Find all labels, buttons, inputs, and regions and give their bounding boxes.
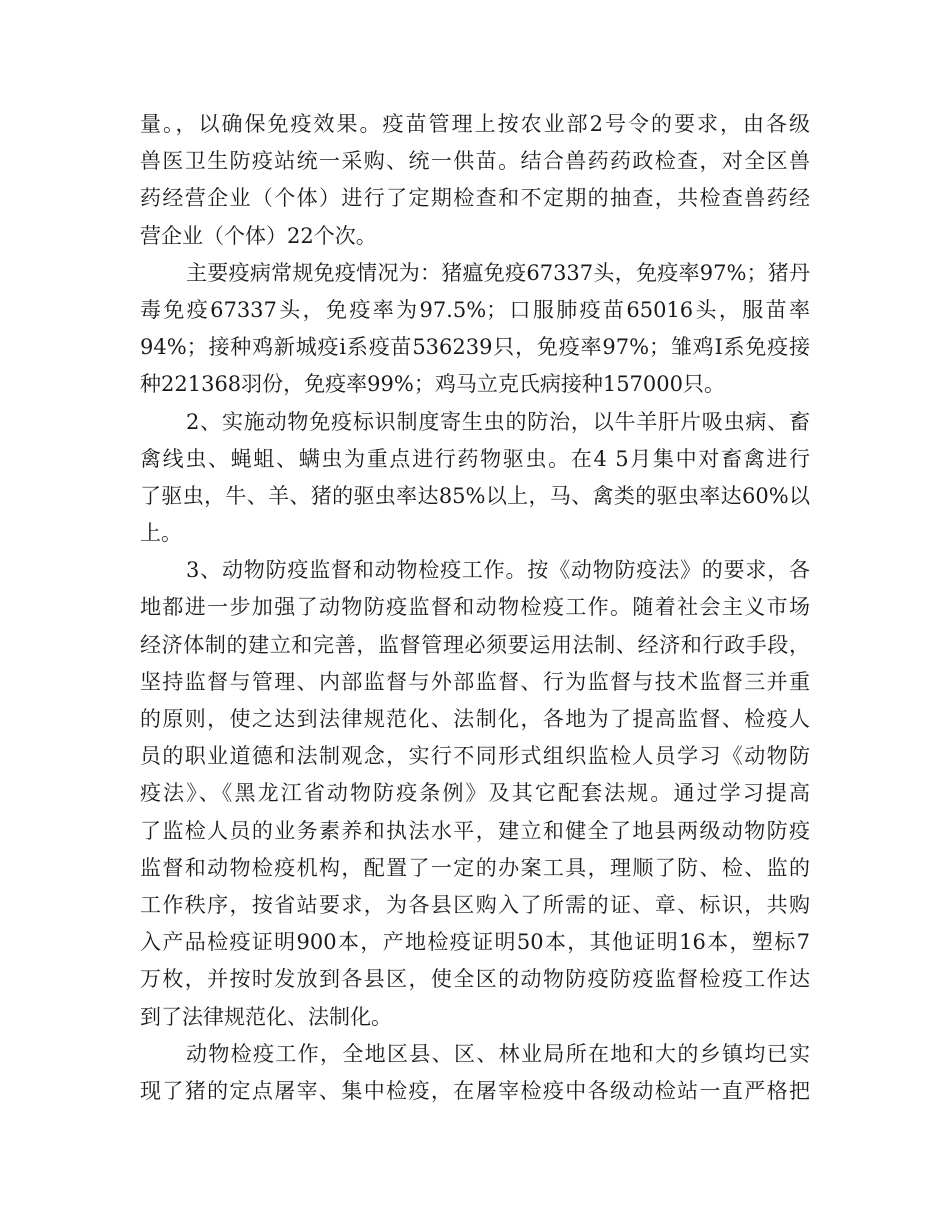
text-line: 的原则，使之达到法律规范化、法制化，各地为了提高监督、检疫人 xyxy=(140,707,810,731)
paragraph-first-line: 3、动物防疫监督和动物检疫工作。按《动物防疫法》的要求，各 xyxy=(186,558,810,583)
paragraph-first-line: 2、实施动物免疫标识制度寄生虫的防治，以牛羊肝片吸虫病、畜 xyxy=(186,409,810,434)
paragraph-first-line: 动物检疫工作，全地区县、区、林业局所在地和大的乡镇均已实 xyxy=(186,1041,810,1066)
text-line: 地都进一步加强了动物防疫监督和动物检疫工作。随着社会主义市场 xyxy=(140,595,810,620)
text-line: 到了法律规范化、法制化。 xyxy=(140,1004,392,1029)
document-body xyxy=(140,106,810,1110)
text-line: 上。 xyxy=(140,521,182,546)
text-line: 药经营企业（个体）进行了定期检查和不定期的抽查，共检查兽药经 xyxy=(140,186,810,211)
text-line: 兽医卫生防疫站统一采购、统一供苗。结合兽药药政检查，对全区兽 xyxy=(140,149,810,174)
text-line: 营企业（个体）22个次。 xyxy=(140,223,377,248)
text-line: 疫法》、《黑龙江省动物防疫条例》及其它配套法规。通过学习提高 xyxy=(140,781,810,806)
text-line: 监督和动物检疫机构，配置了一定的办案工具，理顺了防、检、监的 xyxy=(140,855,810,880)
text-line: 禽线虫、蝇蛆、螨虫为重点进行药物驱虫。在4 5月集中对畜禽进行 xyxy=(140,446,810,471)
text-line: 坚持监督与管理、内部监督与外部监督、行为监督与技术监督三并重 xyxy=(140,669,810,694)
text-line: 工作秩序，按省站要求，为各县区购入了所需的证、章、标识，共购 xyxy=(140,892,810,917)
text-line: 万枚，并按时发放到各县区，使全区的动物防疫防疫监督检疫工作达 xyxy=(140,967,810,992)
text-line: 94%；接种鸡新城疫ⅰ系疫苗536239只，免疫率97%；雏鸡Ⅰ系免疫接 xyxy=(140,335,810,360)
text-line: 现了猪的定点屠宰、集中检疫，在屠宰检疫中各级动检站一直严格把 xyxy=(140,1078,810,1103)
text-line: 了驱虫，牛、羊、猪的驱虫率达85%以上，马、禽类的驱虫率达60%以 xyxy=(140,483,810,508)
text-line: 毒免疫67337头，免疫率为97.5%；口服肺疫苗65016头，服苗率 xyxy=(140,297,810,322)
text-line: 经济体制的建立和完善，监督管理必须要运用法制、经济和行政手段， xyxy=(140,632,810,657)
text-line: 种221368羽份，免疫率99%；鸡马立克氏病接种157000只。 xyxy=(140,372,726,397)
paragraph-first-line: 主要疫病常规免疫情况为：猪瘟免疫67337头，免疫率97%；猪丹 xyxy=(186,260,810,285)
text-line: 了监检人员的业务素养和执法水平，建立和健全了地县两级动物防疫 xyxy=(140,818,810,843)
text-line: 量。，以确保免疫效果。疫苗管理上按农业部2号令的要求，由各级 xyxy=(140,112,810,136)
text-line: 入产品检疫证明900本，产地检疫证明50本，其他证明16本，塑标7 xyxy=(140,930,810,955)
text-line: 员的职业道德和法制观念，实行不同形式组织监检人员学习《动物防 xyxy=(140,744,810,769)
